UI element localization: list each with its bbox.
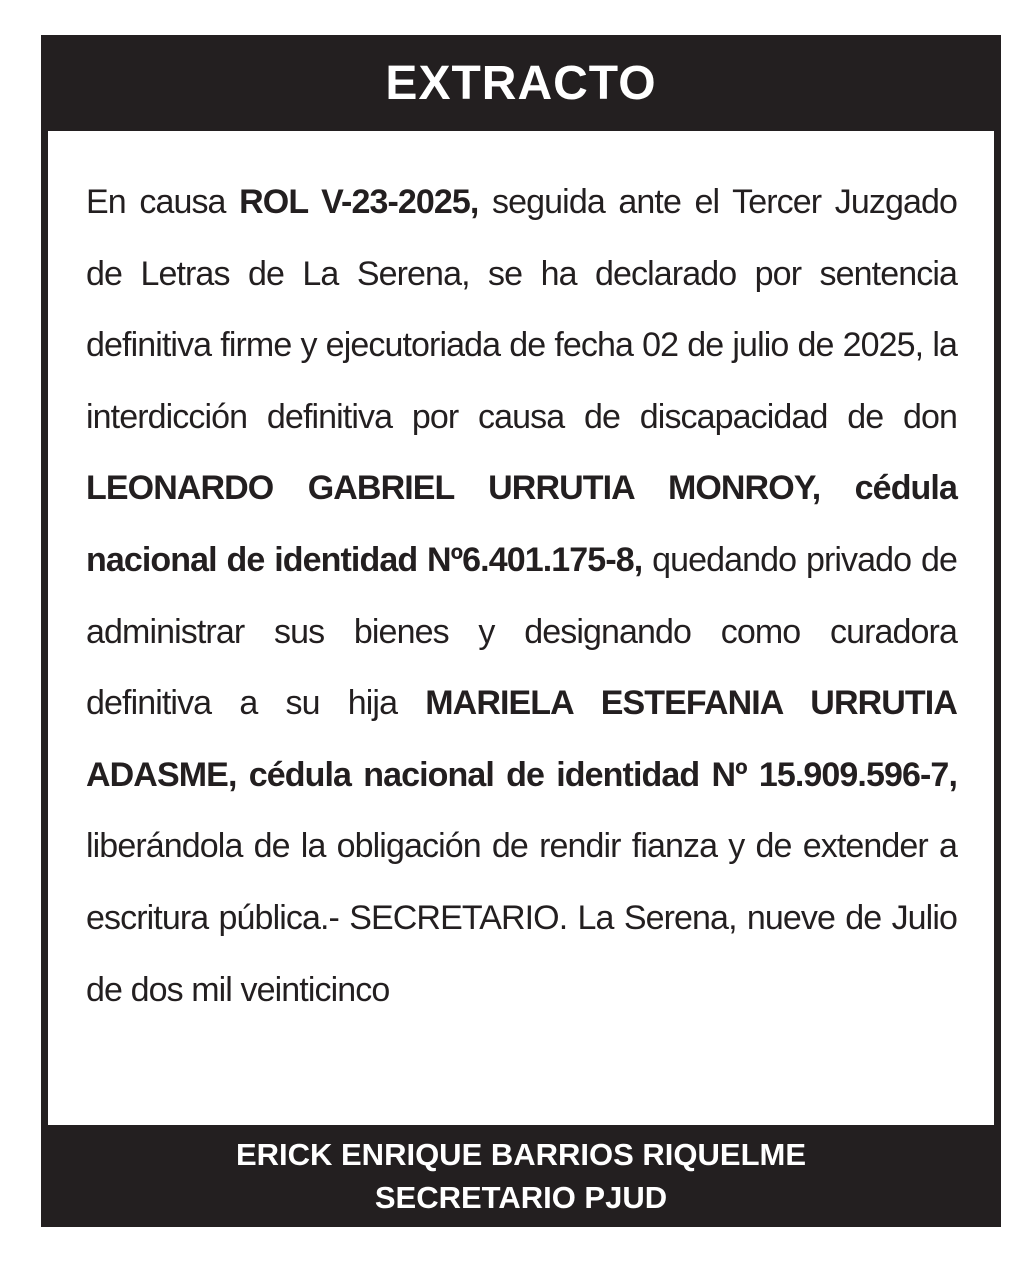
signer-name: ERICK ENRIQUE BARRIOS RIQUELME: [235, 1137, 807, 1172]
notice-content: [48, 131, 994, 1125]
notice-body: [86, 167, 957, 1026]
body-text-declaration: seguida ante el Tercer Juzgado de Letras de La Serena, se ha declarado por sentencia definitiva firme y ejecutoriada de fecha 02 de julio de 2025, la interdicción definitiva por causa de discapacidad de don: [86, 183, 957, 436]
case-rol: ROL V-23-2025,: [239, 183, 479, 221]
body-text-intro: En causa: [86, 183, 240, 221]
body-text-designation: quedando privado de administrar sus bienes y designando como curadora definitiva a su hija: [86, 540, 957, 723]
notice-frame: [41, 35, 1001, 1227]
curator-person: MARIELA ESTEFANIA URRUTIA ADASME, cédula nacional de identidad Nº 15.909.596-7,: [86, 684, 957, 794]
notice-header: [41, 35, 1001, 131]
signer-title: SECRETARIO PJUD: [374, 1180, 668, 1215]
body-text-closing: liberándola de la obligación de rendir fianza y de extender a escritura pública.- SECRETARIO. La Serena, nueve de Julio de dos mil veinticinco: [86, 827, 957, 1009]
interdicted-person: LEONARDO GABRIEL URRUTIA MONROY, cédula nacional de identidad Nº6.401.175-8,: [86, 469, 957, 579]
notice-footer: [41, 1125, 1001, 1227]
notice-title: EXTRACTO: [385, 56, 657, 110]
